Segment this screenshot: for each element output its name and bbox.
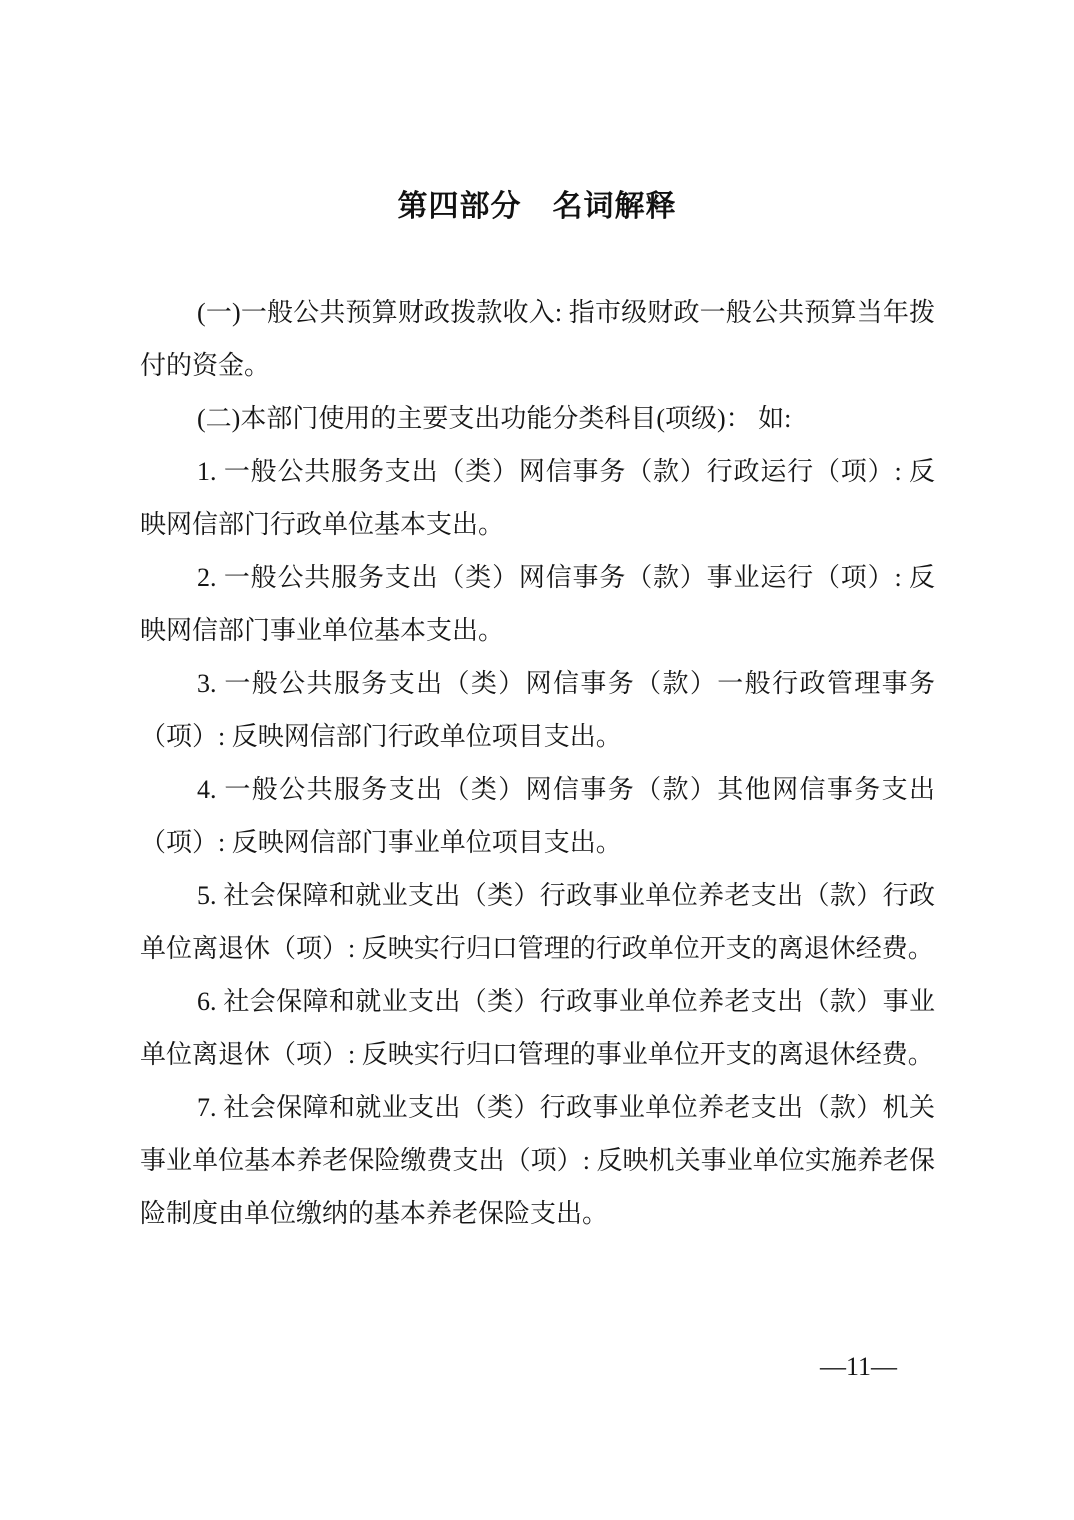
- definition-paragraph-4: 2. 一般公共服务支出（类）网信事务（款）事业运行（项）: 反映网信部门事业单位基本支出。: [140, 563, 935, 645]
- definition-paragraph-5: 3. 一般公共服务支出（类）网信事务（款）一般行政管理事务（项）: 反映网信部门行政单位项目支出。: [140, 669, 935, 751]
- definition-paragraph-2: (二)本部门使用的主要支出功能分类科目(项级)： 如:: [197, 404, 792, 433]
- section-title: 第四部分 名词解释: [397, 190, 677, 223]
- definition-paragraph-9: 7. 社会保障和就业支出（类）行政事业单位养老支出（款）机关事业单位基本养老保险缴费支出（项）: 反映机关事业单位实施养老保险制度由单位缴纳的基本养老保险支出。: [140, 1093, 935, 1228]
- definition-paragraph-3: 1. 一般公共服务支出（类）网信事务（款）行政运行（项）: 反映网信部门行政单位基本支出。: [140, 457, 935, 539]
- definition-paragraph-7: 5. 社会保障和就业支出（类）行政事业单位养老支出（款）行政单位离退休（项）: 反映实行归口管理的行政单位开支的离退休经费。: [140, 881, 935, 963]
- definition-paragraph-8: 6. 社会保障和就业支出（类）行政事业单位养老支出（款）事业单位离退休（项）: 反映实行归口管理的事业单位开支的离退休经费。: [140, 987, 935, 1069]
- definition-paragraph-1: (一)一般公共预算财政拨款收入: 指市级财政一般公共预算当年拨付的资金。: [140, 298, 935, 380]
- definition-paragraph-6: 4. 一般公共服务支出（类）网信事务（款）其他网信事务支出（项）: 反映网信部门事业单位项目支出。: [140, 775, 935, 857]
- page-number: —11—: [819, 1352, 897, 1381]
- document-body: [140, 286, 935, 1240]
